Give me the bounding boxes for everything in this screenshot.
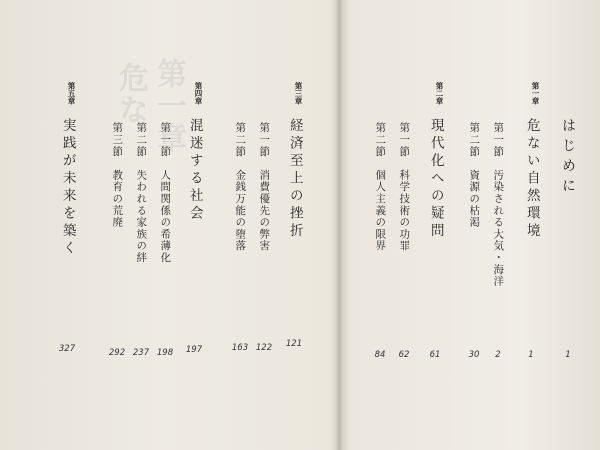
toc-section[interactable]: [393, 122, 415, 360]
page-number: 84: [374, 350, 386, 360]
toc-section[interactable]: [130, 122, 152, 358]
section-title: 第三節 教育の荒廃: [111, 122, 124, 229]
toc-chapter-2[interactable]: [424, 118, 446, 360]
section-title: 第二節 金銭万能の堕落: [234, 122, 247, 252]
page-number: 121: [285, 339, 303, 349]
toc-chapter-3[interactable]: [283, 118, 305, 349]
chapter-title: 現代化への疑問: [427, 118, 444, 241]
section-title: 第二節 資源の枯渇: [468, 122, 481, 229]
intro-title: はじめに: [560, 118, 576, 198]
toc-chapter-1[interactable]: [520, 118, 542, 366]
section-title: 第二節 失われる家族の絆: [135, 122, 148, 264]
toc-section[interactable]: [487, 122, 509, 360]
chapter-title: 経済至上の挫折: [286, 118, 303, 241]
toc-section[interactable]: [253, 122, 275, 353]
page-number: 62: [398, 350, 410, 360]
section-title: 第一節 科学技術の功罪: [398, 122, 411, 252]
page-number: 163: [231, 343, 249, 353]
page-number: 197: [185, 345, 203, 355]
page-number: 2: [495, 350, 501, 360]
chapter-label: 第五章: [67, 82, 76, 105]
toc-intro[interactable]: [557, 118, 579, 360]
toc-section[interactable]: [463, 122, 485, 360]
toc-chapter-4[interactable]: [183, 118, 205, 358]
section-title: 第一節 消費優先の弊害: [258, 122, 271, 252]
show-through-text: 危な: [113, 62, 148, 126]
chapter-label: 第三章: [294, 82, 303, 105]
chapter-label: 第二章: [435, 82, 444, 105]
chapter-label: 第一章: [531, 82, 540, 105]
chapter-title: 実践が未来を築く: [59, 118, 76, 258]
toc-section[interactable]: [106, 122, 128, 358]
section-title: 第一節 人間関係の希薄化: [159, 122, 172, 264]
chapter-title: 混迷する社会: [186, 118, 203, 223]
page-number: 292: [108, 348, 126, 358]
toc-section[interactable]: [369, 122, 391, 360]
page-number: 198: [156, 348, 174, 358]
toc-section[interactable]: [154, 122, 176, 358]
show-through-text: 第一章: [151, 58, 186, 154]
page-number: 1: [528, 350, 534, 360]
page-number: 327: [58, 344, 76, 354]
book-gutter: [336, 0, 342, 450]
toc-chapter-5[interactable]: [56, 118, 78, 358]
toc-section[interactable]: [229, 122, 251, 353]
page-number: 30: [468, 350, 480, 360]
section-title: 第一節 汚染される大気・海洋: [492, 122, 505, 288]
chapter-title: 危ない自然環境: [523, 118, 540, 241]
section-title: 第二節 個人主義の限界: [374, 122, 387, 252]
page-number: 237: [132, 348, 150, 358]
page-number: 122: [255, 343, 273, 353]
chapter-label: 第四章: [194, 82, 203, 105]
page-number: 61: [429, 350, 441, 360]
page-number: 1: [565, 350, 571, 360]
